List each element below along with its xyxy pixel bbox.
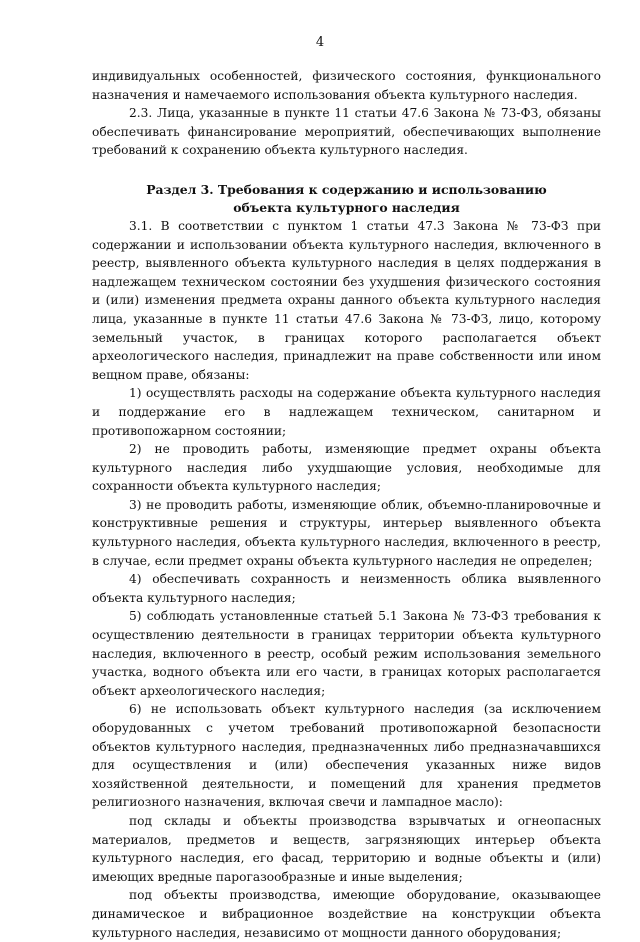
list-item-5: 5) соблюдать установленные статьей 5.1 Закона № 73-ФЗ требования к осуществлению деятельности в границах территории объекта культурного наследия, включенного в реестр, особый режим использования земельного участка, водного объекта или его части, в границах которых располагается объект археологического наследия; — [92, 609, 601, 698]
section-title-line-1: Раздел 3. Требования к содержанию и использованию — [146, 181, 547, 197]
section-3-title — [92, 181, 601, 217]
list-item-2: 2) не проводить работы, изменяющие предмет охраны объекта культурного наследия либо ухудшающие условия, необходимые для сохранности объекта культурного наследия; — [92, 442, 601, 494]
paragraph-2-3: 2.3. Лица, указанные в пункте 11 статьи 47.6 Закона № 73-ФЗ, обязаны обеспечивать финансирование мероприятий, обеспечивающих выполнение требований к сохранению объекта культурного наследия. — [92, 106, 601, 158]
page-number: 4 — [315, 35, 325, 50]
sub-item-production: под объекты производства, имеющие оборудование, оказывающее динамическое и вибрационное воздействие на конструкции объекта культурного наследия, независимо от мощности данного оборудования; — [92, 888, 601, 940]
list-item-4: 4) обеспечивать сохранность и неизменность облика выявленного объекта культурного наследия; — [92, 572, 601, 605]
section-title-line-2: объекта культурного наследия — [233, 199, 460, 215]
paragraph-continuation: индивидуальных особенностей, физического состояния, функционального назначения и намечаемого использования объекта культурного наследия. — [92, 69, 601, 102]
list-item-3: 3) не проводить работы, изменяющие облик, объемно-планировочные и конструктивные решения и структуры, интерьер выявленного объекта культурного наследия, объекта культурного наследия, включенного в реестр, в случае, если предмет охраны объекта культурного наследия не определен; — [92, 497, 601, 568]
list-item-6: 6) не использовать объект культурного наследия (за исключением оборудованных с учетом требований противопожарной безопасности объектов культурного наследия, предназначенных либо предназначавшихся для осуществления и (или) обеспечения указанных ниже видов хозяйственной деятельности, и помещений для хранения предметов религиозного назначения, включая свечи и лампадное масло): — [92, 702, 601, 810]
list-item-1: 1) осуществлять расходы на содержание объекта культурного наследия и поддержание его в надлежащем техническом, санитарном и противопожарном состоянии; — [92, 386, 601, 438]
document-body — [92, 67, 601, 942]
sub-item-warehouses: под склады и объекты производства взрывчатых и огнеопасных материалов, предметов и веществ, загрязняющих интерьер объекта культурного наследия, его фасад, территорию и водные объекты и (или) имеющих вредные парогазообразные и иные выделения; — [92, 813, 601, 884]
paragraph-3-1: 3.1. В соответствии с пунктом 1 статьи 47.3 Закона № 73-ФЗ при содержании и использовании объекта культурного наследия, включенного в реестр, выявленного объекта культурного наследия в целях поддержания в надлежащем техническом состоянии без ухудшения физического состояния и (или) изменения предмета охраны данного объекта культурного наследия лица, указанные в пункте 11 статьи 47.6 Закона № 73-ФЗ, лицо, которому земельный участок, в границах которого располагается объект археологического наследия, принадлежит на праве собственности или ином вещном праве, обязаны: — [92, 218, 601, 382]
